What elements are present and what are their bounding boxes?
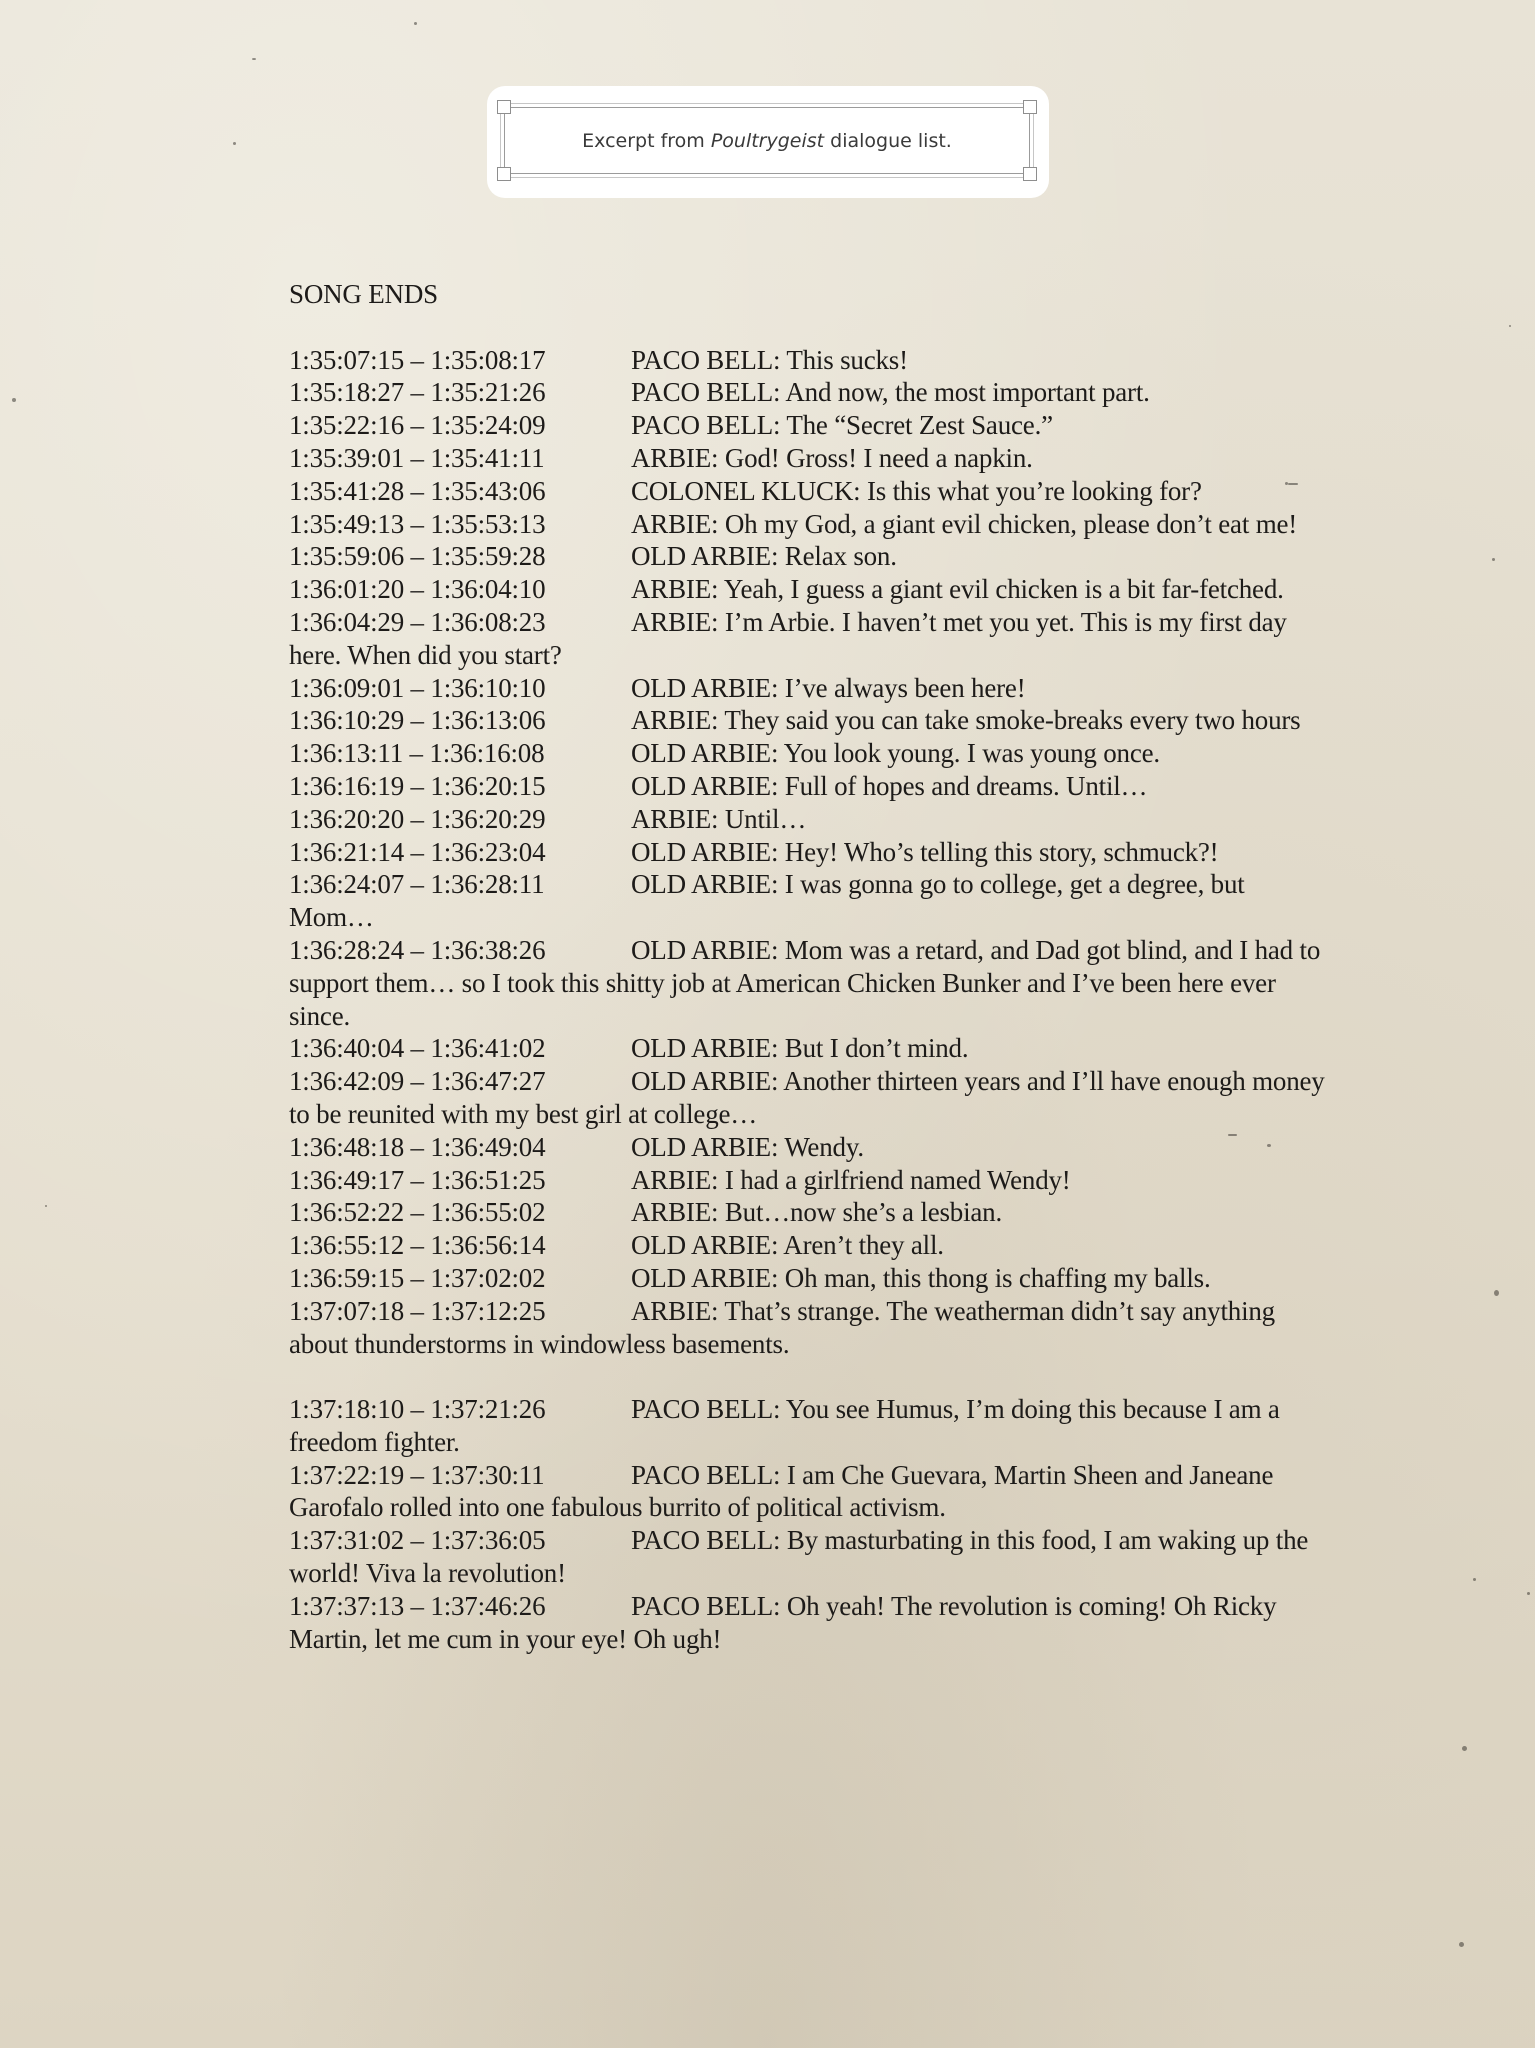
dialogue-text: PACO BELL: And now, the most important part. [631,377,1150,408]
dialogue-entry [289,1459,1329,1525]
timecode: 1:36:48:18 – 1:36:49:04 [289,1131,546,1162]
dialogue-entry [289,376,1329,409]
speck [1509,325,1511,327]
caption-box [487,86,1049,198]
dialogue-text: OLD ARBIE: I’ve always been here! [631,672,1026,703]
dialogue-entry [289,770,1329,803]
timecode: 1:35:41:28 – 1:35:43:06 [289,475,546,506]
dialogue-blocks [289,344,1339,1656]
dialogue-entry [289,868,1329,934]
timecode: 1:35:22:16 – 1:35:24:09 [289,410,546,441]
dialogue-text: OLD ARBIE: Relax son. [631,541,897,572]
timecode: 1:36:59:15 – 1:37:02:02 [289,1262,546,1293]
dialogue-entry [289,803,1329,836]
speck [12,398,16,402]
dialogue-text: ARBIE: I’m Arbie. I haven’t met you yet. This is my first day here. When did you start? [289,606,1287,670]
dialogue-entry [289,1229,1329,1262]
timecode: 1:35:59:06 – 1:35:59:28 [289,541,546,572]
dialogue-text: OLD ARBIE: Mom was a retard, and Dad got blind, and I had to support them… so I took this shitty job at American Chicken Bunker and I’ve been here ever since. [289,934,1321,1031]
speck [414,22,417,25]
dialogue-entry [289,704,1329,737]
dialogue-text: PACO BELL: Oh yeah! The revolution is coming! Oh Ricky Martin, let me cum in your eye! Oh ugh! [289,1590,1277,1654]
speck [1527,1592,1530,1595]
dialogue-text: OLD ARBIE: I was gonna go to college, get a degree, but Mom… [289,869,1245,933]
dialogue-text: COLONEL KLUCK: Is this what you’re looking for? [631,475,1202,506]
timecode: 1:36:55:12 – 1:36:56:14 [289,1230,546,1261]
dialogue-entry [289,1590,1329,1656]
timecode: 1:36:52:22 – 1:36:55:02 [289,1197,546,1228]
dialogue-entry [289,508,1329,541]
dialogue-text: OLD ARBIE: You look young. I was young once. [631,738,1160,769]
speck [1473,1578,1476,1581]
speck [1462,1746,1467,1751]
dialogue-entry [289,409,1329,442]
timecode: 1:36:01:20 – 1:36:04:10 [289,574,546,605]
dialogue-entry [289,1196,1329,1229]
dialogue-entry [289,1131,1329,1164]
timecode: 1:36:16:19 – 1:36:20:15 [289,770,546,801]
dialogue-entry [289,1262,1329,1295]
timecode: 1:36:49:17 – 1:36:51:25 [289,1164,546,1195]
timecode: 1:35:49:13 – 1:35:53:13 [289,508,546,539]
dialogue-text: ARBIE: That’s strange. The weatherman didn’t say anything about thunderstorms in windowless basements. [289,1295,1275,1359]
dialogue-text: ARBIE: Oh my God, a giant evil chicken, please don’t eat me! [631,508,1298,539]
dialogue-entry [289,475,1329,508]
dialogue-text: OLD ARBIE: Hey! Who’s telling this story, schmuck?! [631,836,1219,867]
dialogue-text: ARBIE: They said you can take smoke-breaks every two hours [631,705,1301,736]
dialogue-text: PACO BELL: The “Secret Zest Sauce.” [631,410,1053,441]
timecode: 1:36:04:29 – 1:36:08:23 [289,606,546,637]
timecode: 1:36:21:14 – 1:36:23:04 [289,836,546,867]
dialogue-text: PACO BELL: This sucks! [631,344,908,375]
timecode: 1:36:40:04 – 1:36:41:02 [289,1033,546,1064]
dialogue-text: ARBIE: But…now she’s a lesbian. [631,1197,1003,1228]
timecode: 1:36:20:20 – 1:36:20:29 [289,803,546,834]
dialogue-entry [289,606,1329,672]
timecode: 1:37:07:18 – 1:37:12:25 [289,1295,546,1326]
caption-prefix: Excerpt from [582,130,711,152]
timecode: 1:36:09:01 – 1:36:10:10 [289,672,546,703]
dialogue-entry [289,1295,1329,1361]
speck [1494,1290,1499,1296]
timecode: 1:36:13:11 – 1:36:16:08 [289,738,545,769]
caption-suffix: dialogue list. [824,130,952,152]
dialogue-text: OLD ARBIE: Wendy. [631,1131,864,1162]
dialogue-entry [289,1032,1329,1065]
timecode: 1:37:31:02 – 1:37:36:05 [289,1525,546,1556]
speck [252,58,256,60]
timecode: 1:37:22:19 – 1:37:30:11 [289,1459,545,1490]
dialogue-text: ARBIE: Until… [631,803,807,834]
caption-text [505,108,1029,175]
timecode: 1:35:18:27 – 1:35:21:26 [289,377,546,408]
section-heading: SONG ENDS [289,279,438,309]
dialogue-entry [289,737,1329,770]
speck [1459,1942,1464,1947]
dialogue-text: OLD ARBIE: Another thirteen years and I’ll have enough money to be reunited with my best girl at college… [289,1066,1325,1129]
speck [233,142,236,145]
dialogue-text: OLD ARBIE: Full of hopes and dreams. Until… [631,770,1148,801]
timecode: 1:36:24:07 – 1:36:28:11 [289,869,545,900]
speck [45,1205,47,1207]
dialogue-list [289,278,1339,1655]
timecode: 1:37:18:10 – 1:37:21:26 [289,1394,546,1425]
timecode: 1:35:39:01 – 1:35:41:11 [289,442,545,473]
dialogue-entry [289,1164,1329,1197]
dialogue-entry [289,573,1329,606]
timecode: 1:36:10:29 – 1:36:13:06 [289,705,546,736]
dialogue-entry [289,540,1329,573]
block-spacer [289,1360,1339,1393]
dialogue-text: PACO BELL: You see Humus, I’m doing this because I am a freedom fighter. [289,1394,1280,1457]
dialogue-text: OLD ARBIE: Oh man, this thong is chaffing my balls. [631,1262,1211,1293]
dialogue-text: ARBIE: Yeah, I guess a giant evil chicken is a bit far-fetched. [631,574,1284,605]
dialogue-text: PACO BELL: I am Che Guevara, Martin Sheen and Janeane Garofalo rolled into one fabulous burrito of political activism. [289,1459,1274,1523]
dialogue-entry [289,672,1329,705]
dialogue-entry [289,1524,1329,1590]
dialogue-text: OLD ARBIE: But I don’t mind. [631,1033,969,1064]
timecode: 1:36:42:09 – 1:36:47:27 [289,1066,546,1097]
timecode: 1:36:28:24 – 1:36:38:26 [289,934,546,965]
dialogue-entry [289,344,1329,377]
caption-film-title: Poultrygeist [710,130,825,152]
caption-frame [504,107,1030,174]
dialogue-block [289,344,1339,1361]
speck [1492,558,1495,561]
dialogue-entry [289,1065,1329,1131]
dialogue-text: ARBIE: I had a girlfriend named Wendy! [631,1164,1071,1195]
dialogue-text: OLD ARBIE: Aren’t they all. [631,1230,944,1261]
timecode: 1:37:37:13 – 1:37:46:26 [289,1590,546,1621]
dialogue-text: ARBIE: God! Gross! I need a napkin. [631,442,1033,473]
dialogue-entry [289,836,1329,869]
dialogue-entry [289,442,1329,475]
dialogue-block [289,1393,1339,1655]
dialogue-text: PACO BELL: By masturbating in this food, I am waking up the world! Viva la revolution! [289,1525,1309,1589]
timecode: 1:35:07:15 – 1:35:08:17 [289,344,546,375]
dialogue-entry [289,1393,1329,1459]
dialogue-entry [289,934,1329,1032]
